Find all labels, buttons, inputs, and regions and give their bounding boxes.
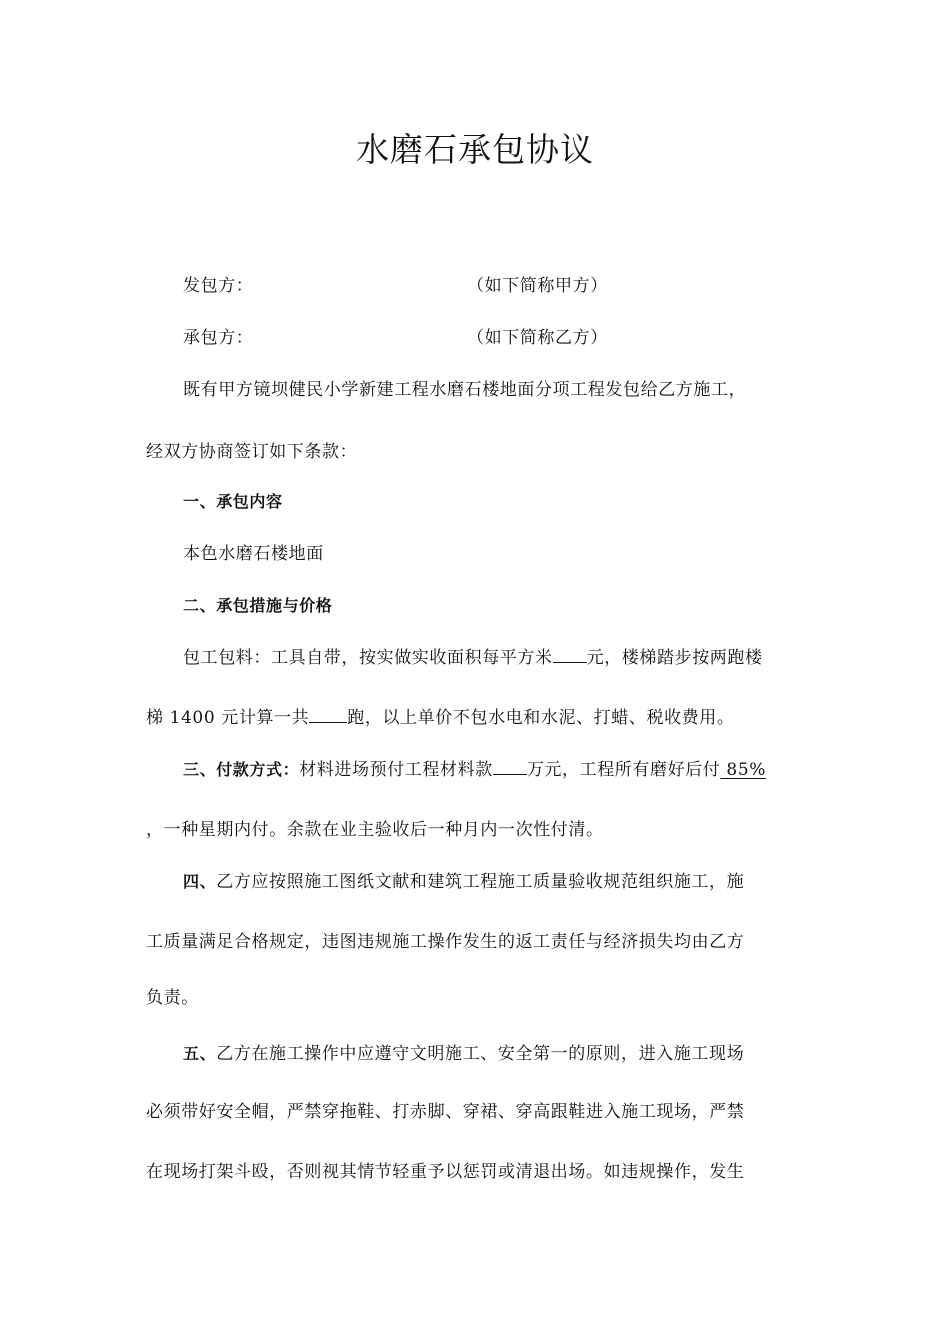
section-4-line-1-text: 乙方应按照施工图纸文献和建筑工程施工质量验收规范组织施工，施 [216,872,745,892]
section-5-line-1 [183,1040,744,1068]
section-4-line-2: 工质量满足合格规定，违图违规施工操作发生的返工责任与经济损失均由乙方 [146,932,745,952]
section-2-line-2-part-a: 梯 1400 元计算一共 [146,708,310,728]
section-2-line-1-part-b: 元，楼梯踏步按两跑楼 [586,648,763,668]
section-4-number: 四、 [183,872,217,891]
price-per-sqm-blank [553,644,587,663]
section-3-line-2: ，一种星期内付。余款在业主验收后一种月内一次性付清。 [146,820,604,840]
section-5-line-1-text: 乙方在施工操作中应遵守文明施工、安全第一的原则，进入施工现场 [216,1044,745,1064]
section-4-line-1 [183,868,744,896]
stair-count-blank [309,704,347,723]
section-3-line-1-part-b: 万元，工程所有磨好后付 [526,760,721,780]
payment-percent: 85% [720,760,767,780]
section-1-heading: 一、承包内容 [183,492,283,511]
page-title: 水磨石承包协议 [356,130,594,169]
advance-payment-blank [493,756,527,775]
section-2-line-1 [183,644,763,672]
intro-line-2: 经双方协商签订如下条款： [146,442,358,462]
section-5-line-2: 必须带好安全帽，严禁穿拖鞋、打赤脚、穿裙、穿高跟鞋进入施工现场，严禁 [146,1102,745,1122]
section-2-line-2-part-b: 跑，以上单价不包水电和水泥、打蜡、税收费用。 [347,708,735,728]
section-3-heading: 三、付款方式： [183,760,300,779]
section-2-line-1-part-a: 包工包料：工具自带，按实做实收面积每平方米 [183,648,553,668]
section-3-line-1 [183,756,766,784]
party-a-note: （如下简称甲方） [467,276,608,296]
section-4-line-3: 负责。 [146,988,199,1008]
section-1-body: 本色水磨石楼地面 [183,544,324,564]
party-b-note: （如下简称乙方） [467,328,608,348]
intro-line-1: 既有甲方镜坝健民小学新建工程水磨石楼地面分项工程发包给乙方施工， [183,380,747,400]
section-5-number: 五、 [183,1044,217,1063]
section-2-line-2 [146,704,734,732]
section-2-heading: 二、承包措施与价格 [183,596,333,615]
section-3-line-1-part-a: 材料进场预付工程材料款 [299,760,493,780]
party-b-label: 承包方： [183,328,254,348]
section-5-line-3: 在现场打架斗殴，否则视其情节轻重予以惩罚或清退出场。如违规操作，发生 [146,1162,745,1182]
party-a-label: 发包方： [183,276,254,296]
